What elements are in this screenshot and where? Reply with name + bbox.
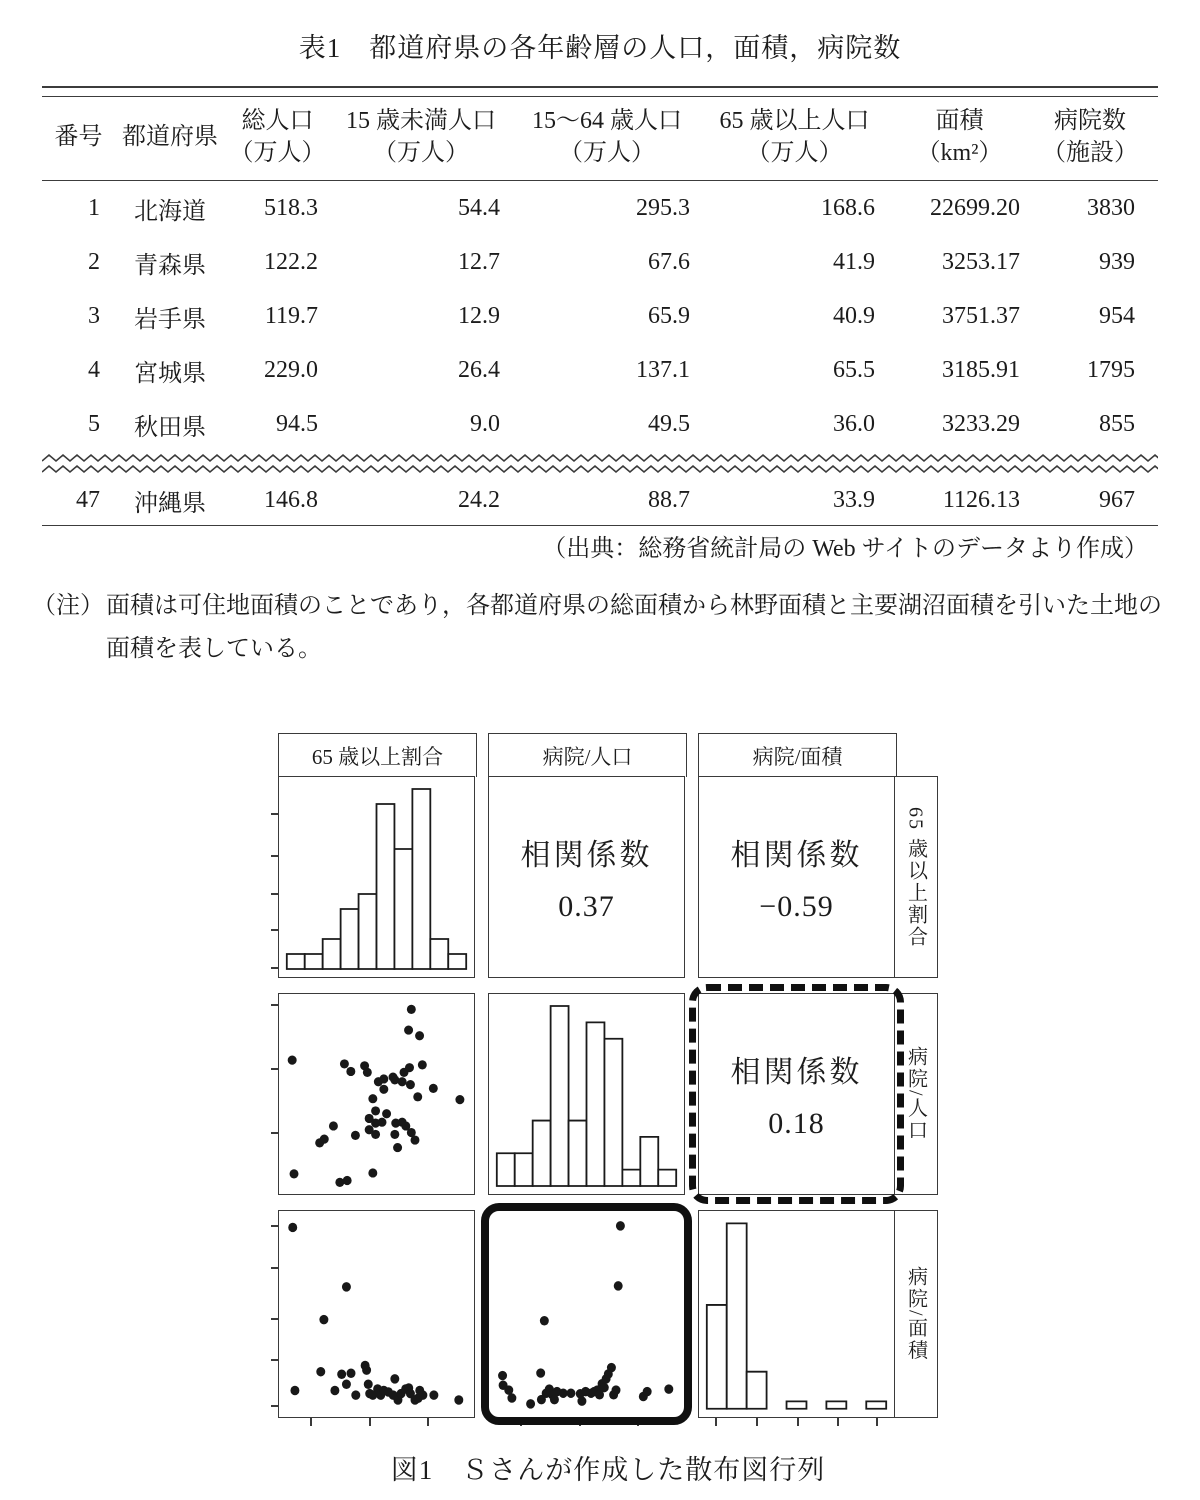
correlation-value: 0.18 <box>768 1107 825 1140</box>
table-cell: 295.3 <box>636 194 690 221</box>
table-cell: 1126.13 <box>942 486 1020 513</box>
y-axis-tick <box>271 967 279 969</box>
figure-caption: 図1 Ｓさんが作成した散布図行列 <box>390 1455 826 1485</box>
footnote <box>32 585 1172 671</box>
footnote-text: 面積は可住地面積のことであり，各都道府県の総面積から林野面積と主要湖沼面積を引いた土地の面積を表している。 <box>106 593 1162 663</box>
table-cell: 3751.37 <box>942 302 1020 329</box>
matrix-row-header-2: 病院/人口 <box>895 993 938 1195</box>
table-header-row <box>42 97 1158 181</box>
table-cell: 137.1 <box>636 356 690 383</box>
y-axis-tick <box>271 1004 279 1006</box>
table-cell: 65.5 <box>833 356 875 383</box>
x-axis-tick <box>756 1417 758 1426</box>
table-cell: 4 <box>88 356 100 383</box>
table-cell: 229.0 <box>264 356 318 383</box>
table-body <box>42 181 1158 526</box>
omitted-rows-wavy-break <box>42 451 1158 475</box>
column-header: 面積 （km²） <box>916 108 1003 166</box>
table-cell: 47 <box>76 486 100 513</box>
table-cell: 岩手県 <box>134 306 206 333</box>
table-cell: 3185.91 <box>942 356 1020 383</box>
column-header: 15～64 歳人口 （万人） <box>532 108 682 166</box>
y-axis-tick <box>271 855 279 857</box>
table-cell: 1 <box>88 194 100 221</box>
scatter-hospital-population-vs-hospital-area <box>488 1210 685 1418</box>
column-header: 番号 <box>54 123 103 150</box>
matrix-col-header-3: 病院/面積 <box>698 733 897 777</box>
table-row <box>42 235 1158 289</box>
column-header: 65 歳以上人口 （万人） <box>719 108 870 166</box>
correlation-cell-highlighted <box>698 993 895 1195</box>
table-cell: 北海道 <box>134 198 206 225</box>
x-axis-tick <box>715 1417 717 1426</box>
histogram-hospital-population <box>488 993 685 1195</box>
table-row <box>42 343 1158 397</box>
correlation-cell-hospital-population <box>488 776 685 978</box>
x-axis-tick <box>876 1417 878 1426</box>
table-cell: 33.9 <box>833 486 875 513</box>
correlation-value: 0.37 <box>558 890 615 923</box>
table-title: 表1 都道府県の各年齢層の人口，面積，病院数 <box>298 33 902 63</box>
y-axis-tick <box>271 893 279 895</box>
column-header: 病院数 （施設） <box>1042 108 1138 166</box>
histogram-hospital-area <box>698 1210 895 1418</box>
table-cell: 宮城県 <box>134 360 206 387</box>
table-cell: 青森県 <box>134 252 206 279</box>
table-cell: 41.9 <box>833 248 875 275</box>
x-axis-tick <box>520 1417 522 1426</box>
footnote-label: （注） <box>32 593 104 619</box>
table-cell: 3830 <box>1087 194 1135 221</box>
table-cell: 3 <box>88 302 100 329</box>
y-axis-tick <box>271 1132 279 1134</box>
scatter-age65-vs-hospital-population <box>278 993 475 1195</box>
table-cell: 3233.29 <box>942 410 1020 437</box>
table-cell: 24.2 <box>458 486 500 513</box>
histogram-age65-ratio <box>278 776 475 978</box>
x-axis-tick <box>427 1417 429 1426</box>
correlation-label: 相関係数 <box>730 839 863 872</box>
table-cell: 3253.17 <box>942 248 1020 275</box>
table-cell: 40.9 <box>833 302 875 329</box>
y-axis-tick <box>271 1225 279 1227</box>
matrix-col-header-2: 病院/人口 <box>488 733 687 777</box>
correlation-label: 相関係数 <box>730 1056 863 1089</box>
x-axis-tick <box>579 1417 581 1426</box>
table-cell: 49.5 <box>648 410 690 437</box>
table-cell: 954 <box>1099 302 1135 329</box>
matrix-col-header-1: 65 歳以上割合 <box>278 733 477 777</box>
column-header: 総人口 （万人） <box>229 108 326 166</box>
table-row <box>42 397 1158 451</box>
correlation-value: −0.59 <box>759 890 834 923</box>
table-cell: 22699.20 <box>930 194 1020 221</box>
table-cell: 168.6 <box>821 194 875 221</box>
correlation-cell-hospital-area <box>698 776 895 978</box>
column-header: 15 歳未満人口 （万人） <box>346 108 496 166</box>
y-axis-tick <box>271 929 279 931</box>
table-top-double-rule <box>42 86 1158 97</box>
scatter-matrix <box>278 733 938 1423</box>
y-axis-tick <box>271 813 279 815</box>
matrix-row-header-1: 65 歳以上割合 <box>895 776 938 978</box>
table-cell: 939 <box>1099 248 1135 275</box>
table-cell: 967 <box>1099 486 1135 513</box>
table-cell: 5 <box>88 410 100 437</box>
y-axis-tick <box>271 1068 279 1070</box>
table-cell: 1795 <box>1087 356 1135 383</box>
x-axis-tick <box>797 1417 799 1426</box>
column-header: 都道府県 <box>122 123 218 150</box>
table-row <box>42 289 1158 343</box>
table-cell: 146.8 <box>264 486 318 513</box>
y-axis-tick <box>271 1267 279 1269</box>
table-source-note: （出典：総務省統計局の Web サイトのデータより作成） <box>542 536 1148 562</box>
prefecture-data-table <box>42 86 1158 526</box>
table-cell: 122.2 <box>264 248 318 275</box>
table-cell: 沖縄県 <box>134 490 206 517</box>
table-cell: 94.5 <box>276 410 318 437</box>
table-cell: 秋田県 <box>134 414 206 441</box>
y-axis-tick <box>271 1318 279 1320</box>
y-axis-tick <box>271 1405 279 1407</box>
table-cell: 2 <box>88 248 100 275</box>
table-cell: 54.4 <box>458 194 500 221</box>
table-cell: 26.4 <box>458 356 500 383</box>
table-cell: 12.9 <box>458 302 500 329</box>
table-cell: 9.0 <box>470 410 500 437</box>
table-cell: 12.7 <box>458 248 500 275</box>
x-axis-tick <box>837 1417 839 1426</box>
y-axis-tick <box>271 1359 279 1361</box>
x-axis-tick <box>637 1417 639 1426</box>
table-row <box>42 181 1158 235</box>
table-cell: 119.7 <box>264 302 318 329</box>
x-axis-tick <box>310 1417 312 1426</box>
table-cell: 518.3 <box>264 194 318 221</box>
x-axis-tick <box>369 1417 371 1426</box>
scatter-age65-vs-hospital-area <box>278 1210 475 1418</box>
table-row <box>42 475 1158 525</box>
correlation-label: 相関係数 <box>520 839 653 872</box>
table-cell: 36.0 <box>833 410 875 437</box>
table-cell: 67.6 <box>648 248 690 275</box>
table-cell: 855 <box>1099 410 1135 437</box>
matrix-row-header-3: 病院/面積 <box>895 1210 938 1418</box>
table-cell: 88.7 <box>648 486 690 513</box>
table-cell: 65.9 <box>648 302 690 329</box>
